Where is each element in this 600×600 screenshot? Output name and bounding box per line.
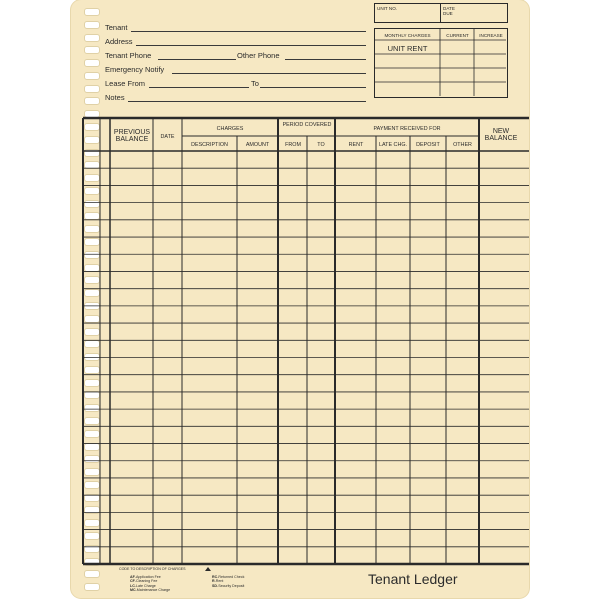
unit-no-label: UNIT NO. bbox=[377, 6, 398, 11]
lease-to-label: To bbox=[251, 79, 259, 88]
triangle-icon bbox=[205, 567, 211, 571]
from-header: FROM bbox=[285, 142, 301, 148]
legend-code-item: CF-Cleaning Fee bbox=[130, 579, 158, 584]
payment-received-header: PAYMENT RECEIVED FOR bbox=[373, 126, 441, 132]
legend-code-item: RC-Returned Check bbox=[212, 575, 245, 579]
address-label: Address bbox=[105, 37, 133, 46]
legend-code-item: LC-Late Charge bbox=[130, 583, 156, 588]
new-balance-header: NEW BALANCE bbox=[484, 128, 518, 142]
deposit-header: DEPOSIT bbox=[416, 142, 440, 148]
rent-header: RENT bbox=[348, 142, 364, 148]
lease-from-label: Lease From bbox=[105, 79, 146, 88]
unit-rent-label: UNIT RENT bbox=[387, 44, 428, 53]
amount-header: AMOUNT bbox=[245, 142, 270, 148]
description-header: DESCRIPTION bbox=[191, 142, 228, 148]
tenant-phone-label: Tenant Phone bbox=[105, 51, 152, 60]
legend-code-item: R-Rent bbox=[212, 579, 224, 584]
notes-label: Notes bbox=[105, 93, 125, 102]
previous-balance-header: PREVIOUS BALANCE bbox=[113, 129, 151, 143]
other-header: OTHER bbox=[453, 142, 472, 148]
legend-code-item: AF-Application Fee bbox=[130, 575, 161, 579]
period-covered-header: PERIOD COVERED bbox=[282, 122, 332, 128]
legend-code-item: MC-Maintenance Charge bbox=[130, 588, 171, 593]
monthly-charges-label: MONTHLY CHARGES bbox=[384, 33, 431, 38]
date-due-label: DATE DUE bbox=[443, 6, 455, 16]
to-header: TO bbox=[317, 142, 325, 148]
date-header: DATE bbox=[160, 134, 175, 140]
other-phone-label: Other Phone bbox=[237, 51, 280, 60]
legend-title: CODE TO DESCRIPTION OF CHARGES bbox=[119, 567, 186, 571]
emergency-notify-label: Emergency Notify bbox=[105, 65, 165, 74]
increase-label: INCREASE bbox=[479, 33, 503, 38]
charges-header: CHARGES bbox=[216, 126, 244, 132]
late-chg-header: LATE CHG. bbox=[378, 142, 408, 148]
form-title: Tenant Ledger bbox=[368, 571, 458, 587]
tenant-label: Tenant bbox=[105, 23, 128, 32]
legend-code-item: SD-Security Deposit bbox=[212, 583, 245, 588]
current-label: CURRENT bbox=[446, 33, 469, 38]
